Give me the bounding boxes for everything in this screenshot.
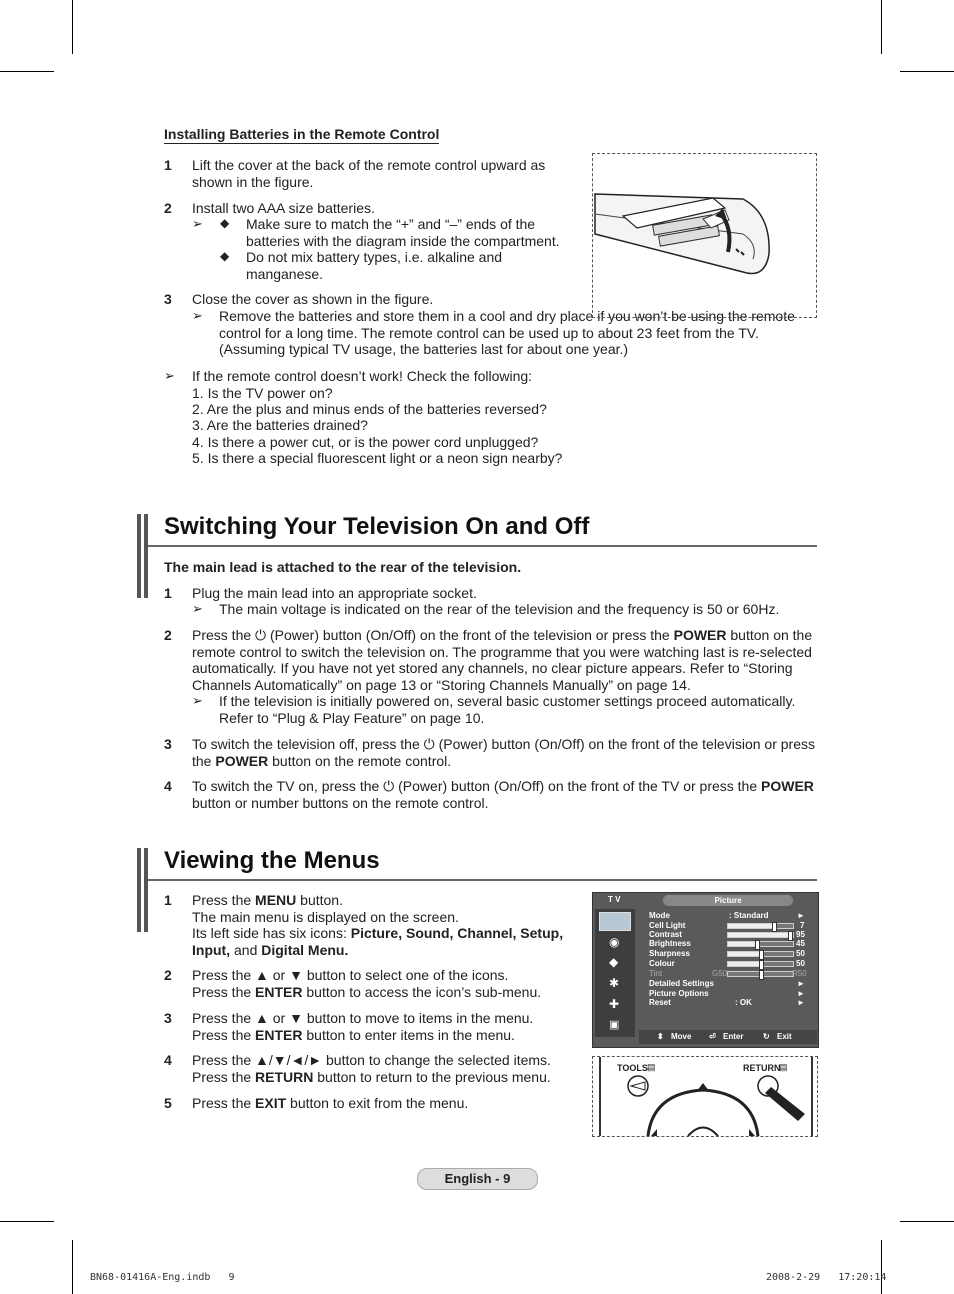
osd-picture-menu (592, 892, 819, 1048)
note-text: Remove the batteries and store them in a cool and dry place if you won’t be using the remote control for a long time. The remote control can be used up to about 23 feet from the TV. (Assuming typical TV usage, the batteries last for about one year.) (219, 308, 795, 357)
osd-row-label: Tint (649, 969, 663, 978)
section-bar (144, 848, 148, 932)
check-list-item: 1. Is the TV power on? (192, 385, 333, 401)
text: (Power) button (On/Off) on the front of the television or press the (270, 627, 670, 643)
osd-slider-knob (772, 922, 777, 932)
osd-slider-cell-light (727, 923, 794, 929)
remote-figure (592, 1056, 818, 1137)
text: button on the remote control to switch the television on. The programme that you were watching last is re-selected automatically. If you have not yet stored any channels, no clear picture appears. Refer to “Storing Channels Automatically” on page 13 or “Storing Channels Manually” on page 14. (192, 627, 813, 693)
exit-icon: ↻ (763, 1032, 770, 1041)
step-number: 4 (164, 778, 172, 794)
note-arrow-icon: ➢ (192, 693, 203, 708)
step-text: Install two AAA size batteries. (192, 200, 375, 216)
power-keyword: POWER (673, 627, 727, 643)
enter-keyword: ENTER (255, 1026, 303, 1043)
lead-text: The main lead is attached to the rear of the television. (164, 559, 522, 575)
text: Press the (192, 1095, 252, 1111)
text: button. (300, 892, 343, 908)
move-icon: ⬍ (657, 1032, 664, 1041)
osd-row-label: Contrast (649, 930, 682, 939)
osd-tv-label: T V (608, 895, 621, 904)
sound-icon: ◉ (609, 935, 620, 949)
osd-row-label: Mode (649, 911, 670, 920)
osd-slider-fill (728, 962, 761, 966)
enter-icon: ⏎ (709, 1032, 716, 1041)
power-icon: ⏻ (255, 627, 267, 643)
osd-slider-colour (727, 961, 794, 967)
text: The main menu is displayed on the screen. (192, 908, 459, 925)
osd-slider-knob (788, 931, 793, 941)
exit-keyword: EXIT (255, 1095, 287, 1111)
page-number-tab: English - 9 (417, 1168, 538, 1190)
osd-row-value: 7 (800, 921, 805, 930)
osd-footer (639, 1030, 817, 1044)
input-icon: ✚ (609, 997, 620, 1011)
crop-mark (881, 0, 882, 54)
osd-slider-contrast (727, 932, 794, 938)
step-text: Close the cover as shown in the figure. (192, 291, 434, 307)
step-number: 3 (164, 291, 172, 307)
power-icon: ⏻ (383, 778, 395, 794)
icons-keyword: Picture, Sound, Channel, Setup, Input, (192, 925, 564, 958)
osd-slider-fill (728, 952, 761, 956)
osd-slider-fill (728, 924, 774, 928)
text: (Power) button (On/Off) on the front of the TV or press the (398, 778, 758, 794)
step-number: 1 (164, 585, 172, 601)
step-text: Plug the main lead into an appropriate socket. (192, 585, 477, 601)
step-text (192, 778, 817, 811)
section-title: Viewing the Menus (164, 847, 380, 874)
text: and (234, 941, 258, 958)
footer-timestamp: 2008-2-29 17:20:14 (766, 1272, 887, 1283)
text: button to exit from the menu. (290, 1095, 469, 1111)
osd-slider-knob (755, 940, 760, 950)
return-label: RETURN (743, 1063, 781, 1073)
digital-menu-icon: ▣ (609, 1019, 620, 1031)
crop-mark (0, 71, 54, 72)
crop-mark (900, 1221, 954, 1222)
text: Press the (192, 983, 252, 1000)
power-keyword: POWER (215, 752, 269, 769)
osd-row-arrow: ► (797, 998, 805, 1007)
text: button to access the icon’s sub-menu. (306, 983, 542, 1000)
check-list-item: 4. Is there a power cut, or is the power cord unplugged? (192, 434, 539, 450)
setup-icon: ✱ (609, 976, 620, 990)
osd-row-label: Sharpness (649, 949, 690, 958)
osd-row-value: 50 (796, 949, 805, 958)
osd-row-value: : Standard (729, 911, 769, 920)
check-list-item: 5. Is there a special fluorescent light or a neon sign nearby? (192, 450, 563, 466)
text: Press the (192, 1068, 252, 1085)
step-number: 2 (164, 627, 172, 643)
picture-icon (599, 912, 631, 931)
section-bar (137, 514, 141, 598)
crop-mark (881, 1240, 882, 1294)
text: Press the (192, 627, 252, 643)
footer-file-info: BN68-01416A-Eng.indb 9 (90, 1272, 235, 1283)
osd-row-value: 50 (796, 959, 805, 968)
return-icon: ▤ (779, 1062, 788, 1072)
step-text (192, 892, 572, 958)
step-number: 1 (164, 157, 172, 173)
osd-footer-enter: Enter (723, 1032, 744, 1041)
text: To switch the television off, press the (192, 736, 420, 752)
osd-row-label: Brightness (649, 939, 691, 948)
tools-icon: ▤ (647, 1062, 656, 1072)
section-title: Switching Your Television On and Off (164, 513, 590, 540)
osd-slider-tint (727, 971, 794, 977)
step-number: 3 (164, 1010, 172, 1026)
osd-row-arrow: ► (797, 979, 805, 988)
crop-mark (72, 0, 73, 54)
step-number: 5 (164, 1095, 172, 1111)
crop-mark (72, 1240, 73, 1294)
osd-row-value-left: G50 (712, 969, 728, 978)
osd-row-label: Picture Options (649, 989, 709, 998)
return-keyword: RETURN (255, 1068, 314, 1085)
step-text (192, 736, 817, 769)
power-icon: ⏻ (423, 736, 435, 752)
text: button to return to the previous menu. (317, 1068, 551, 1085)
crop-mark (0, 1221, 54, 1222)
note-text: If the television is initially powered on, several basic customer settings proceed automatically. Refer to “Plug & Play Feature” on page 10. (219, 693, 796, 726)
section-bar (137, 848, 141, 932)
step-text (192, 627, 817, 693)
osd-row-value: 95 (796, 930, 805, 939)
osd-slider-brightness (727, 941, 794, 947)
text: To switch the TV on, press the (192, 778, 380, 794)
section-divider (148, 545, 817, 547)
step-text: Lift the cover at the back of the remote control upward as shown in the figure. (192, 157, 546, 190)
osd-row-value: : OK (735, 998, 752, 1007)
text: Press the ▲/▼/◄/► button to change the selected items. (192, 1052, 551, 1068)
osd-slider-knob (759, 970, 764, 980)
osd-slider-knob (759, 960, 764, 970)
step-number: 1 (164, 892, 172, 908)
osd-row-label: Colour (649, 959, 675, 968)
osd-slider-fill (728, 933, 790, 937)
digital-menu-keyword: Digital Menu. (261, 941, 349, 958)
step-number: 2 (164, 200, 172, 216)
note-arrow-icon: ➢ (192, 601, 203, 616)
step-number: 2 (164, 967, 172, 983)
text: Press the (192, 1026, 252, 1043)
step-number: 4 (164, 1052, 172, 1068)
note-arrow-icon: ➢ (192, 216, 203, 231)
osd-row-label: Reset (649, 998, 671, 1007)
enter-keyword: ENTER (255, 983, 303, 1000)
text: Press the (192, 892, 252, 908)
step-text (192, 1095, 572, 1112)
remote-dpad-drawing (593, 1057, 817, 1136)
osd-row-arrow: ► (797, 989, 805, 998)
note-arrow-icon: ➢ (164, 368, 175, 383)
check-list-item: 2. Are the plus and minus ends of the batteries reversed? (192, 401, 547, 417)
bullet-diamond-icon: ◆ (220, 216, 230, 230)
note-arrow-icon: ➢ (192, 308, 203, 323)
osd-slider-fill (728, 942, 757, 946)
power-keyword: POWER (761, 778, 814, 794)
osd-row-label: Detailed Settings (649, 979, 714, 988)
osd-row-value: 45 (796, 939, 805, 948)
section-bar (144, 514, 148, 598)
step-text (192, 1010, 572, 1043)
osd-footer-exit: Exit (777, 1032, 792, 1041)
text: (Power) button (On/Off) on the front of the television or press the (192, 736, 815, 769)
bullet-diamond-icon: ◆ (220, 249, 230, 263)
text: Press the ▲ or ▼ button to select one of the icons. (192, 967, 509, 983)
text: Press the ▲ or ▼ button to move to items in the menu. (192, 1010, 534, 1026)
batteries-title: Installing Batteries in the Remote Control (164, 126, 440, 142)
text: button or number buttons on the remote control. (192, 794, 489, 811)
osd-row-arrow: ► (797, 911, 805, 920)
step-text (192, 1052, 572, 1085)
battery-figure (592, 153, 817, 318)
text: Its left side has six icons: (192, 925, 347, 941)
menu-keyword: MENU (255, 892, 297, 908)
section-divider (148, 879, 817, 881)
bullet-text: Make sure to match the “+” and “–” ends of the batteries with the diagram inside the compartment. (246, 216, 560, 249)
osd-slider-fill (728, 972, 761, 976)
check-list-item: 3. Are the batteries drained? (192, 417, 368, 433)
step-number: 3 (164, 736, 172, 752)
step-text (192, 967, 572, 1000)
osd-header: Picture (663, 895, 793, 906)
crop-mark (900, 71, 954, 72)
bullet-text: Do not mix battery types, i.e. alkaline and manganese. (246, 249, 503, 282)
osd-row-label: Cell Light (649, 921, 686, 930)
text: button on the remote control. (272, 752, 452, 769)
text: button to enter items in the menu. (306, 1026, 515, 1043)
osd-row-value: R50 (792, 969, 807, 978)
osd-footer-move: Move (671, 1032, 692, 1041)
channel-icon: ◆ (609, 955, 619, 969)
note-text: The main voltage is indicated on the rear of the television and the frequency is 50 or 60Hz. (219, 601, 780, 617)
osd-slider-knob (759, 950, 764, 960)
osd-slider-sharpness (727, 951, 794, 957)
check-intro: If the remote control doesn’t work! Check the following: (192, 368, 533, 384)
tools-label: TOOLS (617, 1063, 648, 1073)
